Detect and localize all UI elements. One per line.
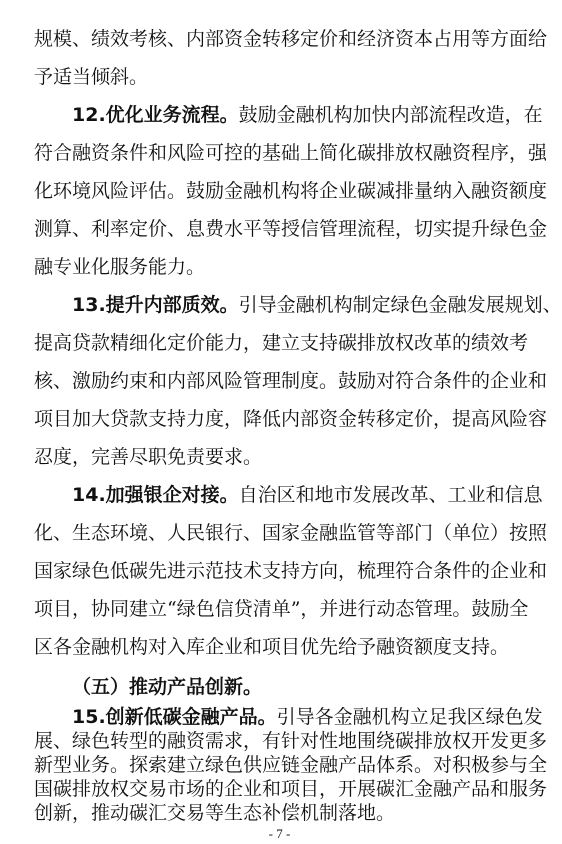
body-line: 核、激励约束和内部风险管理制度。鼓励对符合条件的企业和 bbox=[34, 370, 548, 392]
page-number: - 7 - bbox=[268, 826, 291, 841]
body-line: 创新，推动碳汇交易等生态补偿机制落地。 bbox=[34, 802, 396, 824]
section-heading: （五）推动产品创新。 bbox=[72, 676, 263, 698]
body-line: 提高贷款精细化定价能力，建立支持碳排放权改革的绩效考 bbox=[34, 332, 529, 354]
paragraph-13-first-line bbox=[72, 286, 562, 324]
paragraph-14-first-line bbox=[72, 476, 543, 514]
body-line: 新型业务。探索建立绿色供应链金融产品体系。对积极参与全 bbox=[34, 754, 548, 776]
body-line: 予适当倾斜。 bbox=[34, 66, 149, 88]
body-text: 鼓励金融机构加快内部流程改造，在 bbox=[238, 104, 543, 126]
body-line: 国家绿色低碳先进示范技术支持方向，梳理符合条件的企业和 bbox=[34, 560, 548, 582]
item-heading: 14.加强银企对接。 bbox=[72, 484, 239, 506]
body-line: 国碳排放权交易市场的企业和项目，开展碳汇金融产品和服务 bbox=[34, 778, 548, 800]
body-line: 区各金融机构对入库企业和项目优先给予融资额度支持。 bbox=[34, 636, 510, 658]
body-line: 项目加大贷款支持力度，降低内部资金转移定价，提高风险容 bbox=[34, 408, 548, 430]
body-text: 自治区和地市发展改革、工业和信息 bbox=[238, 484, 543, 506]
body-text: 引导金融机构制定绿色金融发展规划、 bbox=[238, 294, 562, 316]
body-line: 融专业化服务能力。 bbox=[34, 256, 206, 278]
item-heading: 15.创新低碳金融产品。 bbox=[72, 706, 277, 728]
paragraph-12-first-line bbox=[72, 96, 543, 134]
body-line: 符合融资条件和风险可控的基础上简化碳排放权融资程序，强 bbox=[34, 142, 548, 164]
item-heading: 12.优化业务流程。 bbox=[72, 104, 239, 126]
body-line: 项目，协同建立“绿色信贷清单”，并进行动态管理。鼓励全 bbox=[34, 598, 529, 620]
body-line: 忍度，完善尽职免责要求。 bbox=[34, 446, 263, 468]
item-heading: 13.提升内部质效。 bbox=[72, 294, 239, 316]
body-line: 化环境风险评估。鼓励金融机构将企业碳减排量纳入融资额度 bbox=[34, 180, 548, 202]
body-line: 化、生态环境、人民银行、国家金融监管等部门（单位）按照 bbox=[34, 522, 548, 544]
body-text: 引导各金融机构立足我区绿色发 bbox=[276, 706, 543, 728]
body-line: 规模、绩效考核、内部资金转移定价和经济资本占用等方面给 bbox=[34, 28, 548, 50]
body-line: 测算、利率定价、息费水平等授信管理流程，切实提升绿色金 bbox=[34, 218, 548, 240]
paragraph-15-first-line bbox=[72, 704, 543, 730]
body-line: 展、绿色转型的融资需求，有针对性地围绕碳排放权开发更多 bbox=[34, 730, 548, 752]
